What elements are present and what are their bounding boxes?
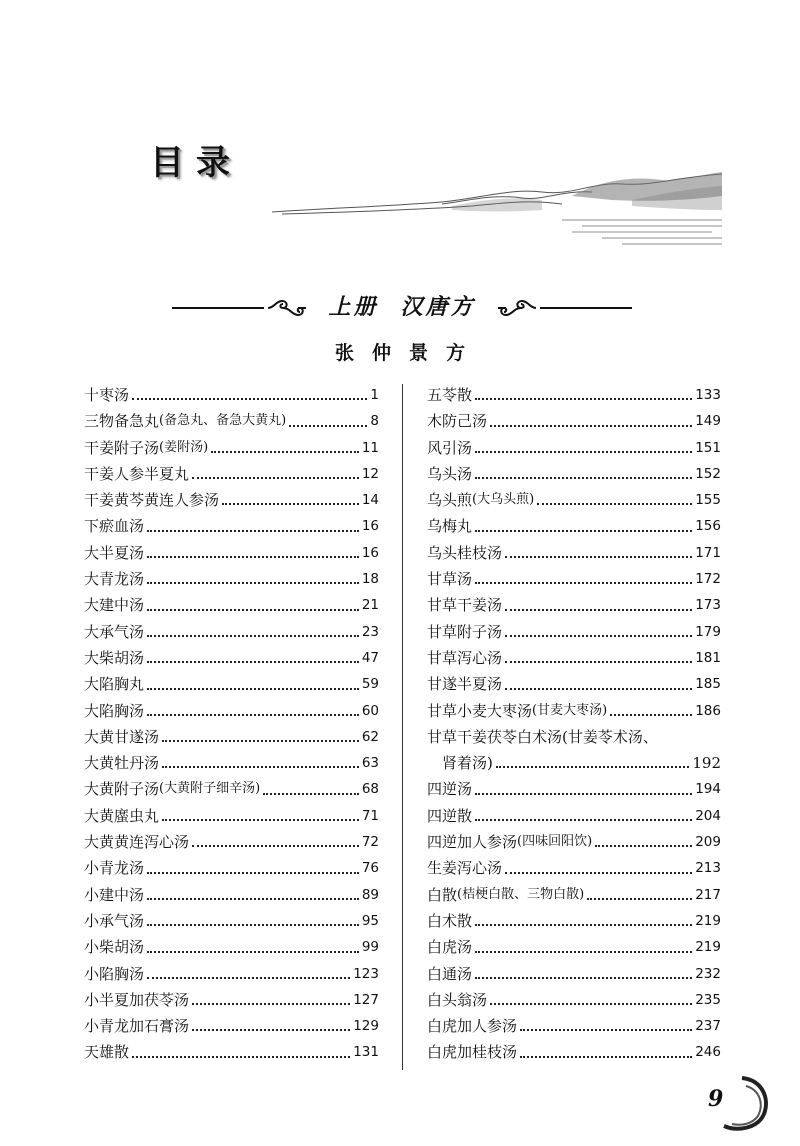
toc-entry[interactable] [427, 698, 721, 724]
entry-name: 木防己汤 [427, 412, 488, 431]
ink-landscape-illustration [272, 170, 722, 250]
leader-dots [505, 686, 692, 690]
entry-page: 127 [353, 991, 379, 1008]
leader-dots [475, 975, 692, 979]
toc-entry[interactable] [427, 461, 721, 487]
entry-page: 237 [695, 1018, 721, 1035]
leader-dots [147, 870, 359, 874]
entry-name: 小青龙汤 [84, 859, 145, 878]
toc-entry[interactable] [84, 1013, 379, 1039]
toc-entry[interactable] [84, 408, 379, 434]
leader-dots [147, 659, 359, 663]
entry-page: 151 [695, 439, 721, 456]
toc-entry[interactable] [84, 934, 379, 960]
entry-name: 白术散 [427, 911, 473, 930]
leader-dots [147, 607, 359, 611]
entry-page: 16 [361, 544, 379, 561]
entry-name: 白虎加桂枝汤 [427, 1043, 518, 1062]
cloud-ornament-icon [496, 295, 538, 321]
leader-dots [520, 1027, 692, 1031]
leader-dots [263, 791, 359, 795]
toc-entry[interactable] [427, 908, 721, 934]
entry-page: 1 [370, 387, 379, 403]
entry-page: 11 [361, 439, 379, 456]
toc-entry[interactable] [427, 487, 721, 513]
leader-dots [132, 396, 367, 400]
leader-dots [475, 528, 692, 532]
entry-page: 217 [695, 886, 721, 903]
leader-dots [147, 580, 359, 584]
toc-entry[interactable] [84, 855, 379, 881]
toc-entry[interactable] [84, 698, 379, 724]
entry-name: 乌头桂枝汤 [427, 543, 503, 562]
toc-entry[interactable] [84, 513, 379, 539]
toc-entry[interactable] [84, 645, 379, 671]
entry-name: 大黄附子汤 [84, 780, 160, 799]
entry-page: 89 [361, 886, 379, 903]
entry-name: 甘遂半夏汤 [427, 675, 503, 694]
entry-page: 235 [695, 991, 721, 1008]
entry-page: 12 [361, 465, 379, 482]
leader-dots [147, 712, 359, 716]
toc-entry[interactable] [84, 908, 379, 934]
toc-entry[interactable] [427, 435, 721, 461]
leader-dots [587, 896, 692, 900]
toc-entry[interactable] [427, 829, 721, 855]
entry-name: 下瘀血汤 [84, 517, 145, 536]
entry-name: 乌梅丸 [427, 517, 473, 536]
entry-note: (四味回阳饮) [517, 834, 593, 850]
toc-entry[interactable] [84, 461, 379, 487]
toc-entry[interactable] [427, 987, 721, 1013]
leader-dots [132, 1054, 350, 1058]
entry-page: 16 [361, 518, 379, 535]
entry-name: 甘草干姜汤 [427, 596, 503, 615]
entry-page: 181 [695, 649, 721, 666]
entry-page: 204 [695, 807, 721, 824]
entry-name: 小柴胡汤 [84, 938, 145, 957]
entry-name: 五苓散 [427, 386, 473, 404]
entry-page: 213 [695, 860, 721, 877]
entry-page: 209 [695, 834, 721, 851]
entry-page: 155 [695, 492, 721, 509]
leader-dots [610, 712, 692, 716]
entry-name: 小建中汤 [84, 885, 145, 904]
entry-note: (大黄附子细辛汤) [159, 781, 261, 797]
entry-page: 172 [695, 571, 721, 588]
entry-name: 小陷胸汤 [84, 964, 145, 983]
entry-name: 生姜泻心汤 [427, 859, 503, 878]
entry-name: 大建中汤 [84, 596, 145, 615]
page-title: 目录 [150, 143, 242, 183]
entry-name: 大黄牡丹汤 [84, 754, 160, 773]
entry-name: 大陷胸丸 [84, 675, 145, 694]
entry-page: 194 [695, 781, 721, 798]
volume-header [172, 290, 632, 326]
entry-page: 18 [361, 571, 379, 588]
entry-page: 185 [695, 676, 721, 693]
leader-dots [475, 922, 692, 926]
leader-dots [147, 633, 359, 637]
toc-entry[interactable] [427, 592, 721, 618]
entry-page: 95 [361, 912, 379, 929]
leader-dots [496, 764, 690, 768]
entry-name: 甘草附子汤 [427, 622, 503, 641]
entry-name: 十枣汤 [84, 386, 130, 404]
toc-entry[interactable] [84, 750, 379, 776]
toc-entry[interactable] [84, 1039, 379, 1065]
entry-name: 风引汤 [427, 438, 473, 457]
leader-dots [475, 580, 692, 584]
entry-page: 72 [361, 834, 379, 851]
leader-dots [537, 501, 692, 505]
entry-page: 232 [695, 965, 721, 982]
toc-entry[interactable] [427, 803, 721, 829]
entry-page: 8 [370, 413, 379, 430]
toc-entry[interactable] [427, 855, 721, 881]
entry-page: 129 [353, 1018, 379, 1035]
toc-entry[interactable] [84, 961, 379, 987]
leader-dots [162, 764, 359, 768]
leader-dots [192, 1027, 350, 1031]
toc-entry[interactable] [84, 487, 379, 513]
leader-dots [147, 922, 359, 926]
leader-dots [192, 1001, 350, 1005]
leader-dots [222, 501, 359, 505]
leader-dots [490, 423, 692, 427]
entry-page: 246 [695, 1044, 721, 1061]
entry-page: 149 [695, 413, 721, 430]
toc-entry[interactable] [427, 513, 721, 539]
volume-subtitle: 汉唐方 [400, 295, 476, 320]
entry-name: 乌头汤 [427, 464, 473, 483]
toc-entry[interactable] [84, 987, 379, 1013]
leader-dots [147, 896, 359, 900]
leader-dots [595, 843, 692, 847]
leader-dots [475, 949, 692, 953]
toc-entry[interactable] [84, 803, 379, 829]
toc-entry[interactable] [427, 645, 721, 671]
entry-name: 干姜附子汤 [84, 438, 160, 457]
leader-dots [505, 633, 692, 637]
entry-page: 63 [361, 755, 379, 772]
column-divider [402, 384, 403, 1070]
entry-name: 甘草泻心汤 [427, 648, 503, 667]
entry-name: 白散 [427, 885, 458, 904]
toc-entry[interactable] [84, 671, 379, 697]
entry-page: 68 [361, 781, 379, 798]
entry-name: 大陷胸汤 [84, 701, 145, 720]
toc-entry[interactable] [427, 961, 721, 987]
entry-name: 白头翁汤 [427, 990, 488, 1009]
entry-name: 三物备急丸 [84, 412, 160, 431]
toc-entry[interactable] [84, 592, 379, 618]
entry-page: 62 [361, 728, 379, 745]
entry-name: 四逆加人参汤 [427, 833, 518, 852]
toc-entry[interactable] [427, 540, 721, 566]
toc-entry[interactable] [84, 724, 379, 750]
entry-name: 小半夏加茯苓汤 [84, 990, 190, 1009]
entry-name: 大柴胡汤 [84, 648, 145, 667]
toc-entry[interactable] [427, 566, 721, 592]
entry-name: 大半夏汤 [84, 543, 145, 562]
entry-page: 192 [692, 754, 721, 773]
section-author-title: 张仲景方 [334, 342, 483, 364]
leader-dots [162, 738, 359, 742]
entry-page: 219 [695, 912, 721, 929]
leader-dots [192, 843, 359, 847]
toc-entry[interactable] [427, 1013, 721, 1039]
entry-page: 76 [361, 860, 379, 877]
toc-entry[interactable] [427, 382, 721, 408]
entry-page: 23 [361, 623, 379, 640]
toc-entry[interactable] [427, 408, 721, 434]
toc-entry[interactable] [427, 882, 721, 908]
leader-dots [475, 475, 692, 479]
leader-dots [475, 396, 692, 400]
entry-name: 干姜人参半夏丸 [84, 464, 190, 483]
leader-dots [147, 554, 359, 558]
leader-dots [490, 1001, 692, 1005]
entry-name: 大承气汤 [84, 622, 145, 641]
leader-dots [475, 791, 692, 795]
leader-dots [147, 528, 359, 532]
header-rule-right [540, 307, 632, 309]
leader-dots [147, 686, 359, 690]
toc-entry[interactable] [427, 776, 721, 802]
entry-page: 71 [361, 807, 379, 824]
toc-entry[interactable] [427, 934, 721, 960]
entry-page: 123 [353, 965, 379, 982]
entry-name: 甘草汤 [427, 570, 473, 589]
entry-page: 47 [361, 649, 379, 666]
entry-page: 21 [361, 597, 379, 614]
entry-note: (桔梗白散、三物白散) [457, 886, 585, 902]
entry-name: 大黄甘遂汤 [84, 727, 160, 746]
leader-dots [505, 659, 692, 663]
entry-page: 179 [695, 623, 721, 640]
toc-entry[interactable] [427, 1039, 721, 1065]
entry-name: 小青龙加石膏汤 [84, 1017, 190, 1036]
toc-entry[interactable] [84, 566, 379, 592]
entry-name: 天雄散 [84, 1043, 130, 1062]
leader-dots [192, 475, 359, 479]
volume-name: 上册 [328, 295, 379, 320]
entry-page: 186 [695, 702, 721, 719]
toc-entry[interactable] [84, 882, 379, 908]
entry-note: (甘麦大枣汤) [532, 702, 608, 718]
entry-name: 白通汤 [427, 964, 473, 983]
entry-name: 大青龙汤 [84, 570, 145, 589]
entry-page: 156 [695, 518, 721, 535]
toc-entry[interactable] [427, 619, 721, 645]
leader-dots [162, 817, 359, 821]
entry-note: (备急丸、备急大黄丸) [159, 413, 287, 429]
page-number: 9 [708, 1086, 724, 1112]
leader-dots [211, 449, 359, 453]
leader-dots [475, 449, 692, 453]
entry-page: 152 [695, 465, 721, 482]
toc-entry[interactable] [84, 776, 379, 802]
entry-page: 60 [361, 702, 379, 719]
entry-name: 乌头煎 [427, 491, 473, 510]
entry-name: 小承气汤 [84, 911, 145, 930]
leader-dots [520, 1054, 692, 1058]
entry-note-continued: 肾着汤) [442, 754, 493, 773]
leader-dots [505, 870, 692, 874]
leader-dots [147, 975, 350, 979]
toc-entry[interactable] [427, 724, 721, 777]
entry-name: 白虎汤 [427, 938, 473, 957]
toc-column-left [84, 382, 379, 1066]
entry-name: 甘草小麦大枣汤 [427, 701, 533, 720]
entry-page: 14 [361, 492, 379, 509]
toc-entry[interactable] [427, 671, 721, 697]
toc-entry[interactable] [84, 619, 379, 645]
leader-dots [147, 949, 359, 953]
entry-note: (甘姜苓术汤、 [562, 727, 658, 746]
entry-name: 干姜黄芩黄连人参汤 [84, 491, 220, 510]
entry-name: 四逆汤 [427, 780, 473, 799]
entry-name: 甘草干姜茯苓白术汤 [427, 727, 563, 746]
entry-page: 171 [695, 544, 721, 561]
toc-entry[interactable] [84, 829, 379, 855]
toc-entry[interactable] [84, 382, 379, 408]
entry-page: 133 [695, 387, 721, 403]
entry-name: 白虎加人参汤 [427, 1017, 518, 1036]
entry-note: (大乌头煎) [472, 492, 535, 508]
toc-column-right [427, 382, 721, 1066]
toc-entry[interactable] [84, 435, 379, 461]
entry-name: 四逆散 [427, 806, 473, 825]
entry-page: 59 [361, 676, 379, 693]
entry-page: 131 [353, 1044, 379, 1061]
leader-dots [505, 607, 692, 611]
entry-page: 99 [361, 939, 379, 956]
entry-note: (姜附汤) [159, 439, 209, 455]
leader-dots [505, 554, 692, 558]
toc-entry[interactable] [84, 540, 379, 566]
leader-dots [289, 423, 367, 427]
entry-page: 173 [695, 597, 721, 614]
entry-page: 219 [695, 939, 721, 956]
entry-name: 大黄黄连泻心汤 [84, 833, 190, 852]
entry-name: 大黄䗪虫丸 [84, 806, 160, 825]
leader-dots [475, 817, 692, 821]
